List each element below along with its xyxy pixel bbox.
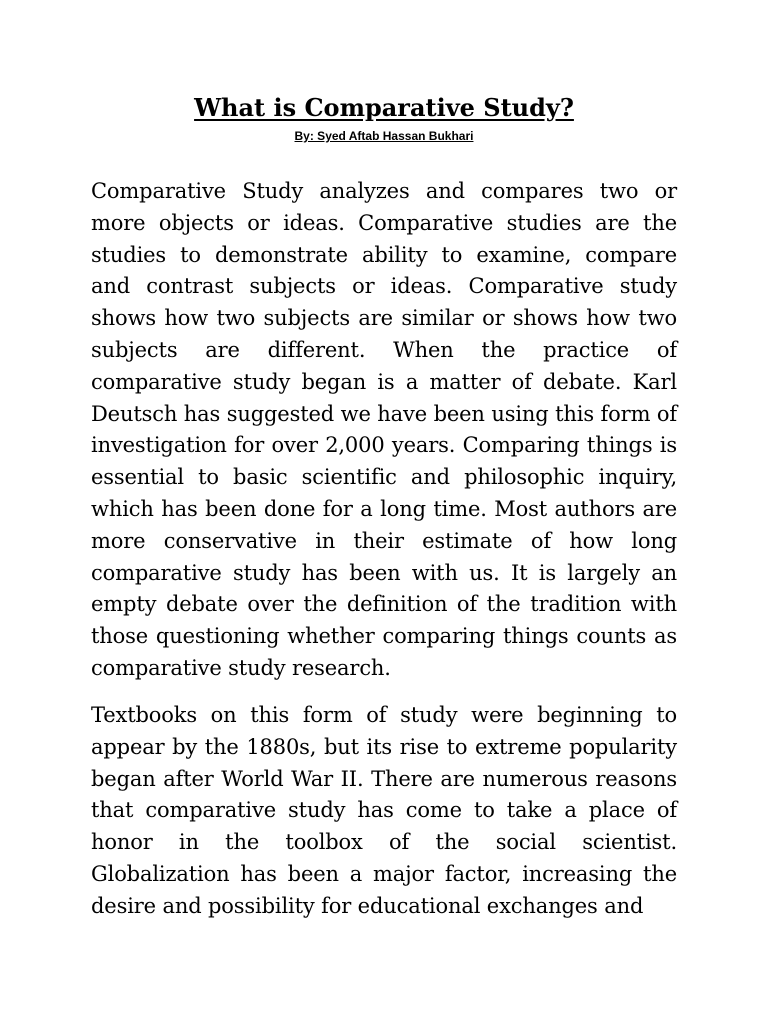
body-paragraph-1: Comparative Study analyzes and compares two or more objects or ideas. Comparative studies are the studies to demonstrate ability to examine, compare and contrast subjects or ideas. Comparative study shows how two subjects are similar or shows how two subjects are different. When the practice of comparative study began is a matter of debate. Karl Deutsch has suggested we have been using this form of investigation for over 2,000 years. Comparing things is essential to basic scientific and philosophic inquiry, which has been done for a long time. Most authors are more conservative in their estimate of how long comparative study has been with us. It is largely an empty debate over the definition of the tradition with those questioning whether comparing things counts as comparative study research. xyxy=(91,179,677,680)
document-byline: By: Syed Aftab Hassan Bukhari xyxy=(294,129,474,143)
body-paragraph-2: Textbooks on this form of study were beginning to appear by the 1880s, but its rise to extreme popularity began after World War II. There are numerous reasons that comparative study has come to take a place of honor in the toolbox of the social scientist. Globalization has been a major factor, increasing the desire and possibility for educational exchanges and xyxy=(91,703,677,918)
document-title: What is Comparative Study? xyxy=(194,93,574,122)
